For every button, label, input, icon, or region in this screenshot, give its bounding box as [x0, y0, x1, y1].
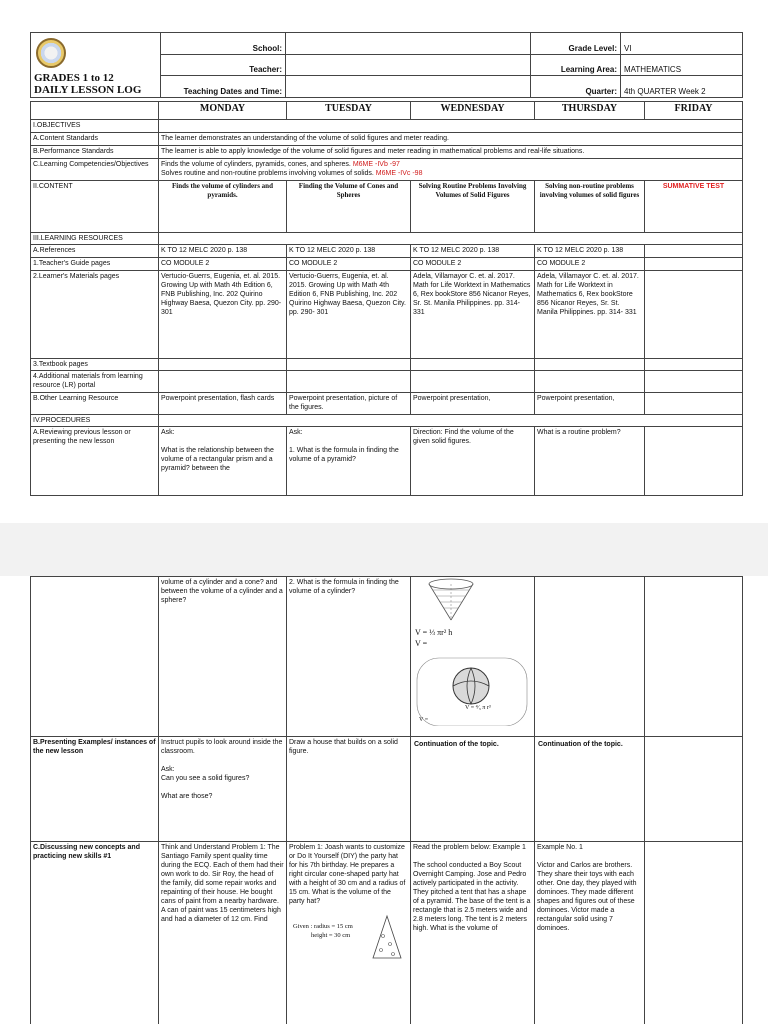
deped-seal-icon — [36, 38, 66, 68]
day-tuesday: TUESDAY — [287, 102, 411, 120]
procedure-a-tue-cont: 2. What is the formula in finding the volume of a cylinder? — [287, 577, 411, 737]
content-standards-text: The learner demonstrates an understanding of the volume of solid figures and meter reading. — [159, 133, 743, 146]
references-wed: K TO 12 MELC 2020 p. 138 — [411, 245, 535, 258]
day-wednesday: WEDNESDAY — [411, 102, 535, 120]
procedure-c-thu: Example No. 1 Victor and Carlos are brothers. They share their toys with each other. One day, they played with dominoes. They made different shapes and figures out of these dominoes. Victor made a rectangular solid using 7 dominoes. — [535, 842, 645, 1024]
procedure-b-mon: Instruct pupils to look around inside the classroom. Ask: Can you see a solid figures? What are those? — [159, 737, 287, 842]
references-tue: K TO 12 MELC 2020 p. 138 — [287, 245, 411, 258]
content-standards-label: A.Content Standards — [31, 133, 159, 146]
log-title: GRADES 1 to 12 DAILY LESSON LOG — [34, 72, 142, 96]
references-fri — [645, 245, 743, 258]
performance-standards-text: The learner is able to apply knowledge of the volume of solid figures and meter reading in mathematical problems and real-life situations. — [159, 146, 743, 159]
lm-fri — [645, 271, 743, 359]
procedure-b-tue: Draw a house that builds on a solid figure. — [287, 737, 411, 842]
references-label: A.References — [31, 245, 159, 258]
performance-standards-label: B.Performance Standards — [31, 146, 159, 159]
grade-level-field[interactable]: VI — [621, 33, 743, 55]
resources-blank — [159, 233, 743, 245]
procedure-c-label: C.Discussing new concepts and practicing new skills #1 — [31, 842, 159, 1024]
competencies-text: Finds the volume of cylinders, pyramids, cones, and spheres. M6ME -IVb -97 Solves routine and non-routine problems involving volumes of solids. M6ME -IVc -98 — [159, 159, 743, 181]
procedure-b-thu: Continuation of the topic. — [535, 737, 645, 842]
learning-area-field[interactable]: MATHEMATICS — [621, 54, 743, 76]
competencies-label: C.Learning Competencies/Objectives — [31, 159, 159, 181]
day-thursday: THURSDAY — [535, 102, 645, 120]
other-fri — [645, 393, 743, 415]
given-values: Given : radius = 15 cm height = 30 cm — [293, 923, 353, 939]
page-two — [0, 576, 768, 1024]
other-tue: Powerpoint presentation, picture of the figures. — [287, 393, 411, 415]
other-mon: Powerpoint presentation, flash cards — [159, 393, 287, 415]
sphere-figure — [417, 658, 527, 726]
lm-label: 2.Learner's Materials pages — [31, 271, 159, 359]
tg-fri — [645, 258, 743, 271]
header-table — [30, 32, 743, 98]
other-wed: Powerpoint presentation, — [411, 393, 535, 415]
learning-area-label: Learning Area: — [531, 54, 621, 76]
party-hat-illustration — [289, 912, 408, 960]
competency-code-2: M6ME -IVc -98 — [375, 170, 423, 177]
content-wednesday: Solving Routine Problems Involving Volumes of Solid Figures — [411, 181, 535, 233]
party-hat-icon — [367, 914, 407, 960]
procedure-a-fri — [645, 427, 743, 496]
procedure-c-mon: Think and Understand Problem 1: The Santiago Family spent quality time during the ECQ. Each of them had their own work to do. Sir Roy, the head of the family, did some repair works and repainting of their house. He bought cans of paint from a nearby hardware. A can of paint was 15 centimeters high and had a diameter of 12 cm. Find — [159, 842, 287, 1024]
procedures-section: IV.PROCEDURES — [31, 415, 159, 427]
other-resource-label: B.Other Learning Resource — [31, 393, 159, 415]
objectives-section: I.OBJECTIVES — [31, 120, 159, 133]
grade-level-label: Grade Level: — [531, 33, 621, 55]
dates-label: Teaching Dates and Time: — [161, 76, 286, 98]
textbook-label: 3.Textbook pages — [31, 359, 159, 371]
teacher-field[interactable] — [286, 54, 531, 76]
header-logo-cell — [31, 33, 161, 98]
procedure-c-wed: Read the problem below: Example 1 The school conducted a Boy Scout Overnight Camping. Jose and Pedro actively participated in the activity. They pitched a tent that has a shape of a pyramid. The base of the tent is a rectangle that is 2.5 meters wide and 2.8 meters long. The tent is 2 meters high. What is the volume of — [411, 842, 535, 1024]
objectives-blank — [159, 120, 743, 133]
content-monday: Finds the volume of cylinders and pyramids. — [159, 181, 287, 233]
procedure-b-label: B.Presenting Examples/ instances of the new lesson — [31, 737, 159, 842]
corner-cell — [31, 102, 159, 120]
day-friday: FRIDAY — [645, 102, 743, 120]
procedure-a-wed-figures — [411, 577, 535, 737]
teacher-label: Teacher: — [161, 54, 286, 76]
lesson-grid-continued — [30, 576, 743, 1024]
tg-wed: CO MODULE 2 — [411, 258, 535, 271]
lm-thu: Adela, Villamayor C. et. al. 2017. Math for Life Worktext in Mathematics 6, Rex bookStore 856 Nicanor Reyes, Sr. St. Manila Philippines. pp. 314- 331 — [535, 271, 645, 359]
lr-portal-label: 4.Additional materials from learning resource (LR) portal — [31, 371, 159, 393]
day-monday: MONDAY — [159, 102, 287, 120]
content-tuesday: Finding the Volume of Cones and Spheres — [287, 181, 411, 233]
school-label: School: — [161, 33, 286, 55]
procedure-a-tue: Ask: 1. What is the formula in finding the volume of a pyramid? — [287, 427, 411, 496]
content-thursday: Solving non-routine problems involving volumes of solid figures — [535, 181, 645, 233]
competency-code-1: M6ME -IVb -97 — [352, 161, 400, 168]
procedure-c-tue: Problem 1: Joash wants to customize or Do It Yourself (DIY) the party hat for his 7th birthday. He prepares a right circular cone-shaped party hat with a height of 30 cm and a radius of 15 cm. What is the volume of the party hat? Given : radius = 15 cm height = 30 cm — [287, 842, 411, 1024]
references-mon: K TO 12 MELC 2020 p. 138 — [159, 245, 287, 258]
procedure-a-mon-cont: volume of a cylinder and a cone? and between the volume of a cylinder and a sphere? — [159, 577, 287, 737]
quarter-label: Quarter: — [531, 76, 621, 98]
tg-tue: CO MODULE 2 — [287, 258, 411, 271]
other-thu: Powerpoint presentation, — [535, 393, 645, 415]
solid-figures-illustration — [413, 577, 531, 727]
page-gap — [0, 523, 768, 576]
lesson-grid — [30, 101, 743, 496]
sphere-formula: V = ⁴⁄₃ π r³ — [465, 705, 491, 711]
cone-figure — [429, 579, 473, 620]
tg-thu: CO MODULE 2 — [535, 258, 645, 271]
procedure-a-mon: Ask: What is the relationship between the volume of a rectangular prism and a pyramid? between the — [159, 427, 287, 496]
procedure-b-wed: Continuation of the topic. — [411, 737, 535, 842]
lm-mon: Vertucio-Guerrs, Eugenia, et. al. 2015. Growing Up with Math 4th Edition 6, FNB Publishing, Inc. 202 Quirino Highway Baesa, Quezon City. pp. 290- 301 — [159, 271, 287, 359]
tg-label: 1.Teacher's Guide pages — [31, 258, 159, 271]
procedure-a-label: A.Reviewing previous lesson or presenting the new lesson — [31, 427, 159, 496]
sphere-answer: V = — [419, 717, 429, 723]
resources-section: III.LEARNING RESOURCES — [31, 233, 159, 245]
school-field[interactable] — [286, 33, 531, 55]
procedure-a-thu: What is a routine problem? — [535, 427, 645, 496]
lm-wed: Adela, Villamayor C. et. al. 2017. Math for Life Worktext in Mathematics 6, Rex bookStore 856 Nicanor Reyes, Sr. St. Manila Philippines. pp. 314- 331 — [411, 271, 535, 359]
cone-formula: V = ⅓ πr² h — [415, 628, 453, 637]
lm-tue: Vertucio-Guerrs, Eugenia, et. al. 2015. Growing Up with Math 4th Edition 6, FNB Publishing, Inc. 202 Quirino Highway Baesa, Quezon City. pp. 290- 301 — [287, 271, 411, 359]
content-friday: SUMMATIVE TEST — [645, 181, 743, 233]
procedure-a-wed: Direction: Find the volume of the given solid figures. — [411, 427, 535, 496]
references-thu: K TO 12 MELC 2020 p. 138 — [535, 245, 645, 258]
dates-field[interactable] — [286, 76, 531, 98]
content-label: II.CONTENT — [31, 181, 159, 233]
cone-answer: V = — [415, 639, 428, 648]
tg-mon: CO MODULE 2 — [159, 258, 287, 271]
quarter-field[interactable]: 4th QUARTER Week 2 — [621, 76, 743, 98]
